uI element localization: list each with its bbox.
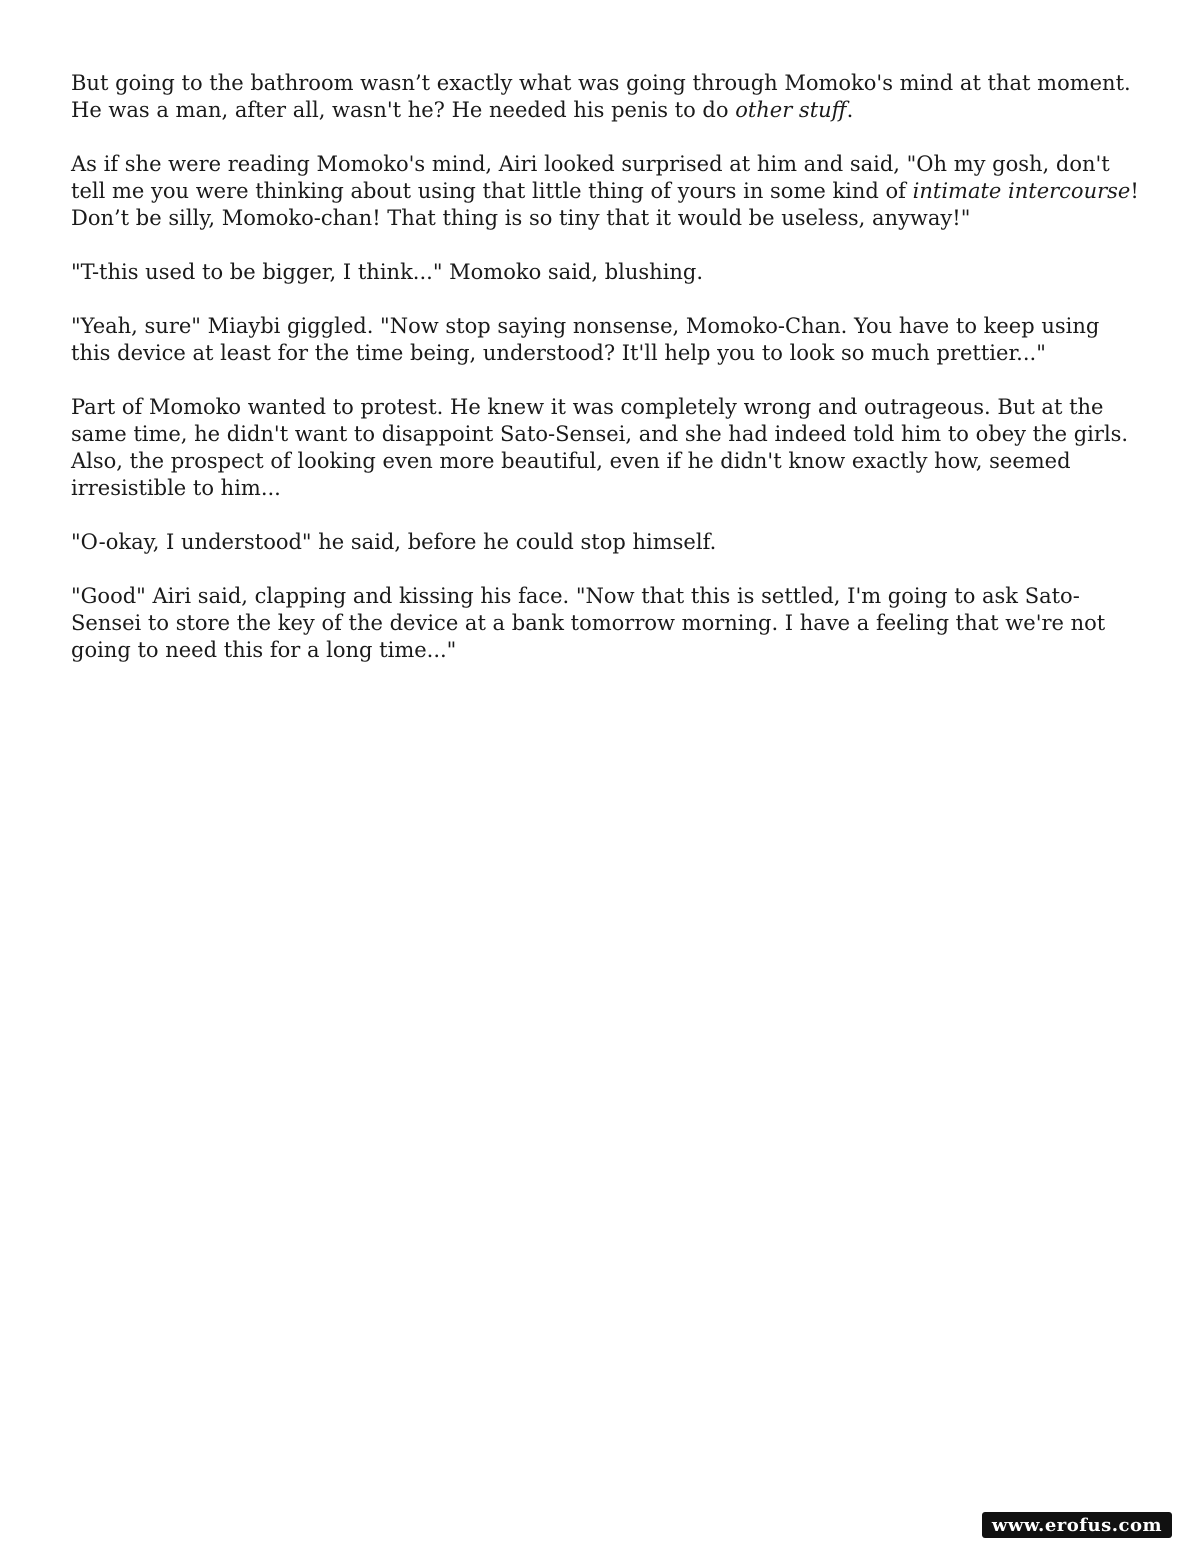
paragraph-6 <box>71 529 1141 556</box>
paragraph-1 <box>71 70 1141 124</box>
paragraph-1-italic: other stuff <box>735 98 847 122</box>
paragraph-2-italic: intimate intercourse <box>912 179 1131 203</box>
paragraph-2-text-a: As if she were reading Momoko's mind, Airi looked surprised at him and said, "Oh my gosh, don't tell me you were thinking about using that little thing of yours in some kind of <box>71 152 1110 203</box>
paragraph-4 <box>71 313 1141 367</box>
paragraph-7-text: "Good" Airi said, clapping and kissing his face. "Now that this is settled, I'm going to ask Sato-Sensei to store the key of the device at a bank tomorrow morning. I have a feeling that we're not going to need this for a long time..." <box>71 584 1106 662</box>
paragraph-5-text: Part of Momoko wanted to protest. He knew it was completely wrong and outrageous. But at the same time, he didn't want to disappoint Sato-Sensei, and she had indeed told him to obey the girls. Also, the prospect of looking even more beautiful, even if he didn't know exactly how, seemed irresistible to him... <box>71 395 1129 500</box>
watermark-badge <box>982 1512 1172 1538</box>
document-body <box>71 70 1141 691</box>
paragraph-2 <box>71 151 1141 232</box>
paragraph-2-text-b: ! Don’t be silly, Momoko-chan! That thing is so tiny that it would be useless, anyway!" <box>71 179 1139 230</box>
paragraph-3-text: "T-this used to be bigger, I think..." Momoko said, blushing. <box>71 260 704 284</box>
paragraph-1-text-b: . <box>846 98 854 122</box>
paragraph-1-text-a: But going to the bathroom wasn’t exactly what was going through Momoko's mind at that moment. He was a man, after all, wasn't he? He needed his penis to do <box>71 71 1131 122</box>
paragraph-6-text: "O-okay, I understood" he said, before he could stop himself. <box>71 530 717 554</box>
paragraph-7 <box>71 583 1141 664</box>
paragraph-5 <box>71 394 1141 502</box>
paragraph-3 <box>71 259 1141 286</box>
watermark-text: www.erofus.com <box>991 1514 1162 1536</box>
paragraph-4-text: "Yeah, sure" Miaybi giggled. "Now stop saying nonsense, Momoko-Chan. You have to keep using this device at least for the time being, understood? It'll help you to look so much prettier..." <box>71 314 1100 365</box>
